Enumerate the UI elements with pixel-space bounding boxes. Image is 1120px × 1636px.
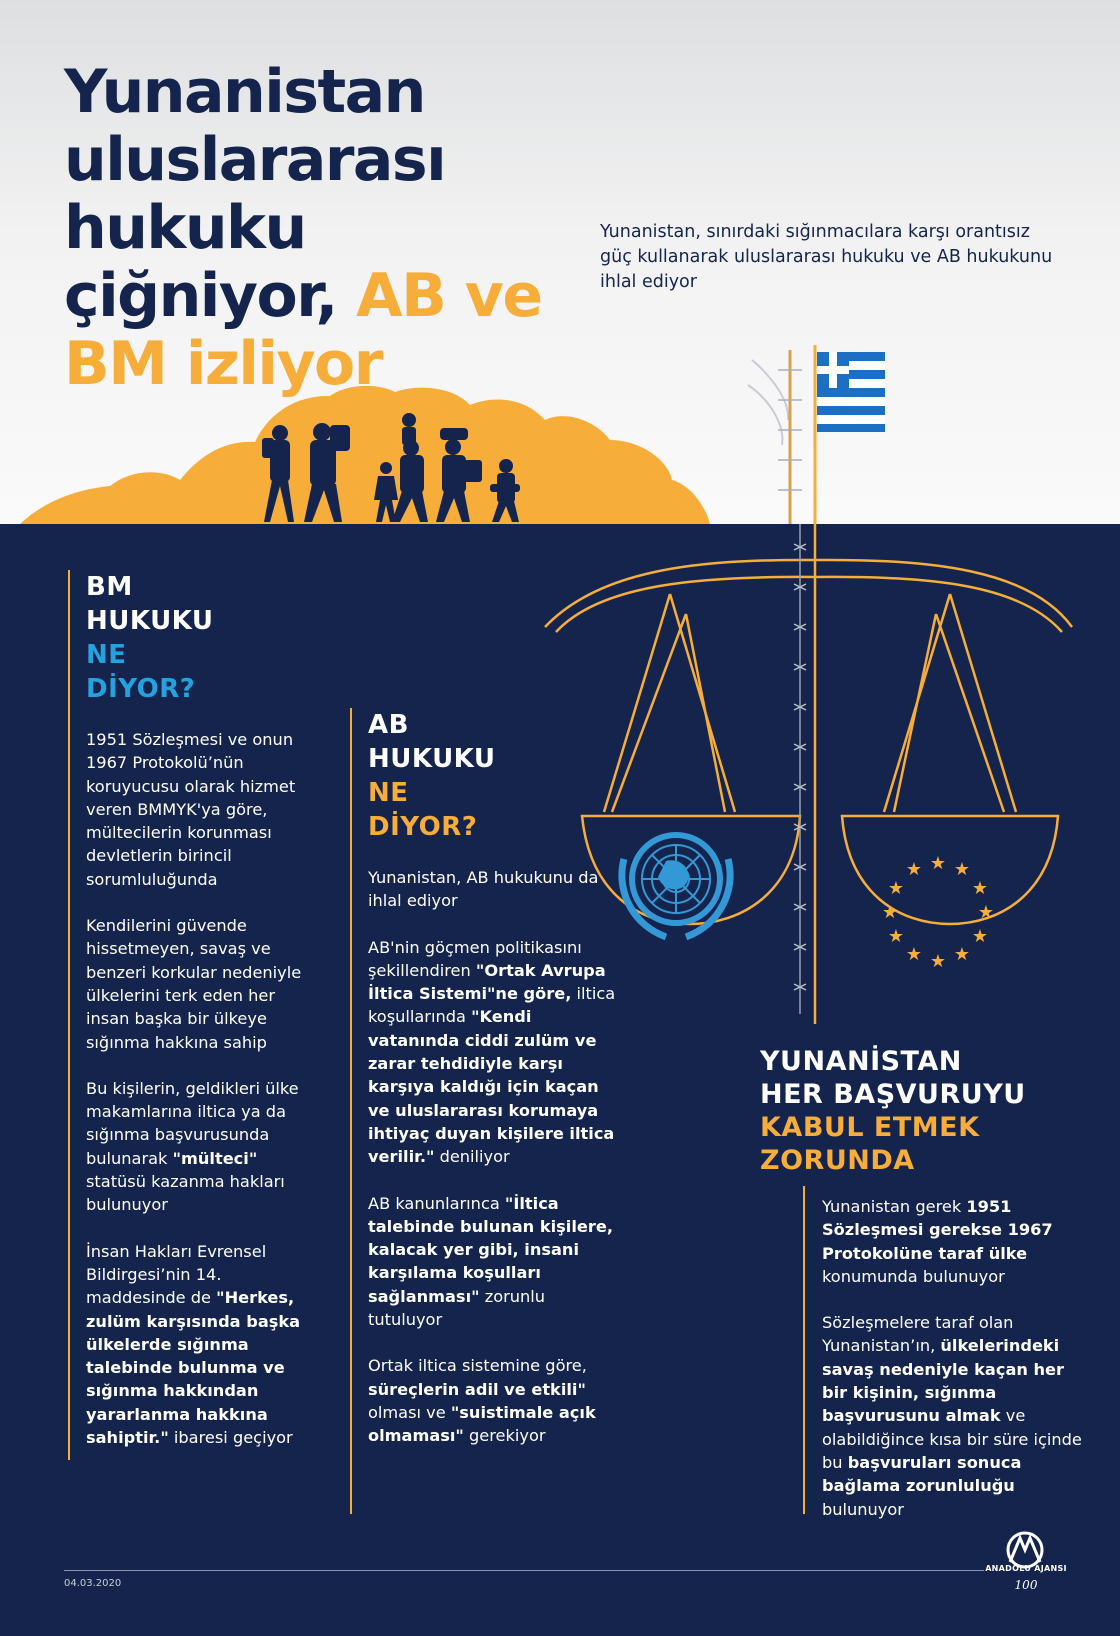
un-paragraph-2: Kendilerini güvende hissetmeyen, savaş ve benzeri korkular nedeniyle ülkelerini terk eden her insan başka bir ülkeye sığınma hakkına sahip [86,916,302,1052]
eu-heading-line-1: AB [368,710,409,740]
greece-paragraph-2 [822,1311,1082,1521]
title-line-1: Yunanistan [64,57,425,127]
title-line-4: BM izliyor [64,329,382,399]
un-p4-text-a: İnsan Hakları Evrensel Bildirgesi’nin 14. maddesinde de [86,1241,267,1308]
footer-divider [64,1570,984,1571]
greece-paragraph-1 [822,1195,1082,1288]
eu-p4-bold-b: süreçlerin adil ve etkili" [368,1379,586,1399]
eu-p4-text-a: Ortak iltica sistemine göre, [368,1356,587,1376]
greece-p1-text-c: konumunda bulunuyor [822,1266,1005,1286]
svg-text:★: ★ [929,853,947,874]
subtitle: Yunanistan, sınırdaki sığınmacılara karşı orantısız güç kullanarak uluslararası hukuku ve AB hukukunu ihlal ediyor [600,222,1053,292]
eu-law-section [368,708,618,1471]
eu-section-body [368,866,618,1448]
svg-text:★: ★ [887,926,905,947]
un-paragraph-4 [86,1240,316,1450]
eu-p3-text-a: AB kanunlarınca [368,1193,505,1213]
logo-name: ANADOLU AJANSI [985,1564,1067,1573]
bushes-shape [20,386,710,524]
svg-text:★: ★ [971,926,989,947]
eu-p4-text-c: olması ve [368,1402,451,1422]
eu-p2-text-a: AB'nin göçmen politikasını şekillendiren [368,937,582,980]
greece-p2-bold-d: başvuruları sonuca bağlama zorunluluğu [822,1452,1022,1496]
un-heading-line-4: DİYOR? [86,674,196,704]
svg-text:★: ★ [905,859,923,880]
eu-p3-bold: "İltica talebinde bulunan kişilere, kalacak yer gibi, insani karşılama koşulları sağlanması" [368,1193,613,1306]
un-paragraph-1: 1951 Sözleşmesi ve onun 1967 Protokolü’nün koruyucusu olarak hizmet veren BMMYK'ya göre, mültecilerin korunması devletlerin birincil sorumluluğunda [86,730,296,889]
greece-p2-bold-b: ülkelerindeki savaş nedeniyle kaçan her bir kişinin, sığınma başvurusunu almak [822,1336,1065,1426]
publish-date: 04.03.2020 [64,1578,122,1589]
un-p3-bold: "mülteci" [172,1148,258,1168]
eu-heading-line-2: HUKUKU [368,744,496,774]
greek-flag-icon [815,345,885,524]
eu-paragraph-4 [368,1354,618,1447]
eu-paragraph-2 [368,936,618,1169]
un-section-divider [68,570,70,1460]
un-heading-line-2: HUKUKU [86,606,214,636]
eu-p4-text-e: gerekiyor [463,1426,546,1446]
eu-p2-bold-d: "Kendi vatanında ciddi zulüm ve zarar tehdidiyle karşı karşıya kaldığı için kaçan ve uluslararası korumaya ihtiyaç duyan kişilere iltica verilir." [368,1007,615,1167]
eu-section-divider [350,708,352,1514]
barbed-wire-icon [748,350,802,524]
title-line-2: uluslararası hukuku [64,125,446,263]
eu-p2-text-e: deniliyor [434,1147,510,1167]
un-p4-bold: "Herkes, zulüm karşısında başka ülkelerde sığınma talebinde bulunma ve sığınma hakkından yararlanma hakkına sahiptir." [86,1288,301,1448]
un-section-body [86,728,316,1449]
greece-p2-text-e: bulunuyor [822,1499,904,1519]
eu-p3-text-c: zorunlu tutuluyor [368,1286,546,1330]
svg-text:★: ★ [881,902,899,923]
greece-section-heading [760,1045,1060,1177]
svg-text:★: ★ [905,944,923,965]
title-line-3a: çiğniyor, [64,261,337,331]
un-emblem-icon [622,835,730,937]
header-section [0,0,1120,524]
svg-text:★: ★ [953,944,971,965]
greece-heading-line-2: HER BAŞVURUYU [760,1079,1026,1110]
eu-section-heading [368,708,618,844]
svg-text:★: ★ [977,902,995,923]
eu-heading-line-4: DİYOR? [368,812,478,842]
title-line-3b: AB ve [356,261,542,331]
greece-section-body [822,1195,1082,1521]
svg-text:★: ★ [971,878,989,899]
greece-heading-line-1: YUNANİSTAN [760,1046,962,1077]
eu-p2-text-c: iltica koşullarında [368,984,616,1027]
greece-heading-line-4: ZORUNDA [760,1145,915,1176]
logo-years: 100 [1014,1578,1038,1592]
greece-section [760,1045,1082,1544]
greece-p1-bold: 1951 Sözleşmesi gerekse 1967 Protokolüne taraf ülke [822,1197,1053,1263]
un-law-section [86,570,316,1472]
eu-p2-bold-b: "Ortak Avrupa İltica Sistemi"ne göre, [368,960,606,1004]
un-heading-line-3: NE [86,640,127,670]
un-p3-text-c: statüsü kazanma hakları bulunuyor [86,1172,285,1215]
un-paragraph-3 [86,1077,316,1217]
un-section-heading [86,570,316,706]
greece-heading-line-3: KABUL ETMEK [760,1112,980,1143]
top-illustration [0,0,1120,524]
svg-text:★: ★ [929,951,947,972]
eu-paragraph-1: Yunanistan, AB hukukunu da ihlal ediyor [368,868,599,911]
un-heading-line-1: BM [86,572,133,602]
eu-paragraph-3 [368,1192,618,1332]
eu-p4-bold-d: "suistimale açık olmaması" [368,1402,596,1446]
svg-text:★: ★ [953,859,971,880]
greece-p2-text-a: Sözleşmelere taraf olan Yunanistan’ın, [822,1313,1014,1356]
greece-p1-text-a: Yunanistan gerek [822,1197,967,1216]
eu-heading-line-3: NE [368,778,409,808]
barbed-wire-pole-icon [794,524,806,1014]
un-p3-text-a: Bu kişilerin, geldikleri ülke makamlarına iltica ya da sığınma başvurusunda bulunarak [86,1078,299,1168]
un-p4-text-c: ibaresi geçiyor [168,1428,293,1448]
svg-text:★: ★ [887,878,905,899]
greece-p2-text-c: ve olabildiğince kısa bir süre içinde bu [822,1406,1082,1472]
